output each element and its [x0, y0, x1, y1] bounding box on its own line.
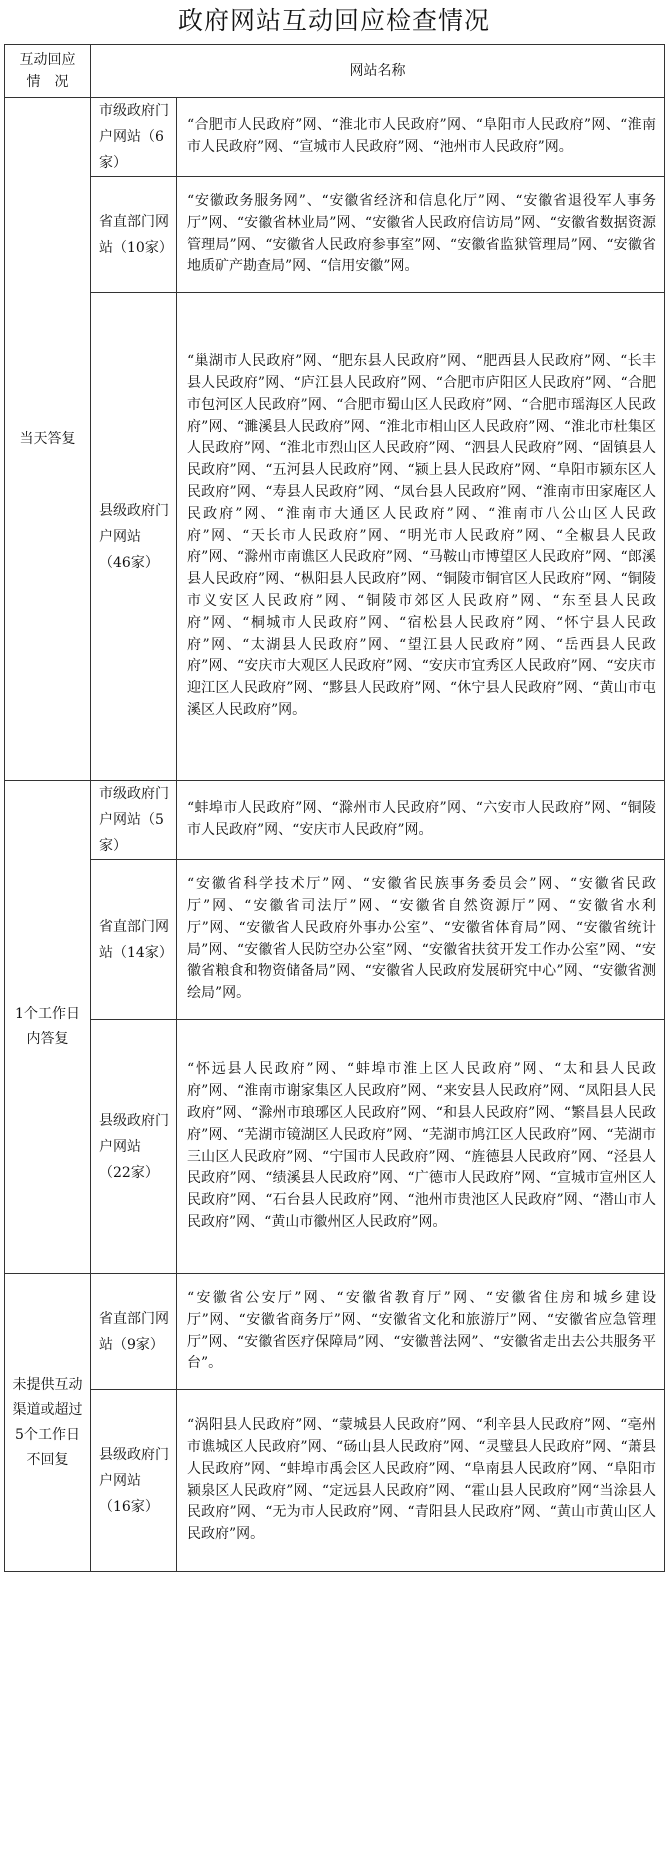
table-row	[5, 1390, 665, 1572]
site-category: 县级政府门户网站（16家）	[91, 1390, 177, 1572]
site-list: “巢湖市人民政府”网、“肥东县人民政府”网、“肥西县人民政府”网、“长丰县人民政府”网、“庐江县人民政府”网、“合肥市庐阳区人民政府”网、“合肥市包河区人民政府”网、“合肥市蜀山区人民政府”网、“合肥市瑶海区人民政府”网、“濉溪县人民政府”网、“淮北市相山区人民政府”网、“淮北市杜集区人民政府”网、“淮北市烈山区人民政府”网、“泗县人民政府”网、“固镇县人民政府”网、“五河县人民政府”网、“颍上县人民政府”网、“阜阳市颍东区人民政府”网、“寿县人民政府”网、“凤台县人民政府”网、“淮南市田家庵区人民政府”网、“淮南市大通区人民政府”网、“淮南市八公山区人民政府”网、“天长市人民政府”网、“明光市人民政府”网、“全椒县人民政府”网、“滁州市南谯区人民政府”网、“马鞍山市博望区人民政府”网、“郎溪县人民政府”网、“枞阳县人民政府”网、“铜陵市铜官区人民政府”网、“铜陵市义安区人民政府”网、“铜陵市郊区人民政府”网、“东至县人民政府”网、“桐城市人民政府”网、“宿松县人民政府”网、“怀宁县人民政府”网、“太湖县人民政府”网、“望江县人民政府”网、“岳西县人民政府”网、“安庆市大观区人民政府”网、“安庆市宜秀区人民政府”网、“安庆市迎江区人民政府”网、“黟县人民政府”网、“休宁县人民政府”网、“黄山市屯溪区人民政府”网。	[177, 293, 665, 781]
site-list: “安徽政务服务网”、“安徽省经济和信息化厅”网、“安徽省退役军人事务厅”网、“安徽省林业局”网、“安徽省人民政府信访局”网、“安徽省数据资源管理局”网、“安徽省人民政府参事室”网、“安徽省监狱管理局”网、“安徽省地质矿产勘查局”网、“信用安徽”网。	[177, 177, 665, 293]
table-row	[5, 1274, 665, 1390]
site-list: “蚌埠市人民政府”网、“滁州市人民政府”网、“六安市人民政府”网、“铜陵市人民政府”网、“安庆市人民政府”网。	[177, 781, 665, 860]
site-category: 县级政府门户网站（46家）	[91, 293, 177, 781]
table-row	[5, 293, 665, 781]
table-row	[5, 1020, 665, 1274]
site-list: “安徽省科学技术厅”网、“安徽省民族事务委员会”网、“安徽省民政厅”网、“安徽省司法厅”网、“安徽省自然资源厅”网、“安徽省水利厅”网、“安徽省人民政府外事办公室”、“安徽省体育局”网、“安徽省统计局”网、“安徽省人民防空办公室”网、“安徽省扶贫开发工作办公室”网、“安徽省粮食和物资储备局”网、“安徽省人民政府发展研究中心”网、“安徽省测绘局”网。	[177, 860, 665, 1020]
site-list: “涡阳县人民政府”网、“蒙城县人民政府”网、“利辛县人民政府”网、“亳州市谯城区人民政府”网、“砀山县人民政府”网、“灵璧县人民政府”网、“萧县人民政府”网、“蚌埠市禹会区人民政府”网、“阜南县人民政府”网、“阜阳市颍泉区人民政府”网、“定远县人民政府”网、“霍山县人民政府”网“当涂县人民政府”网、“无为市人民政府”网、“青阳县人民政府”网、“黄山市黄山区人民政府”网。	[177, 1390, 665, 1572]
table-header-row	[5, 45, 665, 98]
site-category: 市级政府门户网站（6家）	[91, 98, 177, 177]
page-title: 政府网站互动回应检查情况	[177, 6, 490, 35]
response-type: 1个工作日内答复	[5, 781, 91, 1274]
table-row	[5, 860, 665, 1020]
table-row	[5, 177, 665, 293]
response-type: 当天答复	[5, 98, 91, 781]
site-list: “安徽省公安厅”网、“安徽省教育厅”网、“安徽省住房和城乡建设厅”网、“安徽省商务厅”网、“安徽省文化和旅游厅”网、“安徽省应急管理厅”网、“安徽省医疗保障局”网、“安徽普法网”、“安徽省走出去公共服务平台”。	[177, 1274, 665, 1390]
header-site-name: 网站名称	[91, 45, 665, 98]
header-response: 互动回应 情 况	[5, 45, 91, 98]
site-list: “怀远县人民政府”网、“蚌埠市淮上区人民政府”网、“太和县人民政府”网、“淮南市谢家集区人民政府”网、“来安县人民政府”网、“凤阳县人民政府”网、“滁州市琅琊区人民政府”网、“和县人民政府”网、“繁昌县人民政府”网、“芜湖市镜湖区人民政府”网、“芜湖市鸠江区人民政府”网、“芜湖市三山区人民政府”网、“宁国市人民政府”网、“旌德县人民政府”网、“泾县人民政府”网、“绩溪县人民政府”网、“广德市人民政府”网、“宣城市宣州区人民政府”网、“石台县人民政府”网、“池州市贵池区人民政府”网、“潜山市人民政府”网、“黄山市徽州区人民政府”网。	[177, 1020, 665, 1274]
site-category: 省直部门网站（10家）	[91, 177, 177, 293]
response-table	[4, 44, 665, 1572]
response-type: 未提供互动渠道或超过5个工作日不回复	[5, 1274, 91, 1572]
site-category: 县级政府门户网站（22家）	[91, 1020, 177, 1274]
table-row	[5, 98, 665, 177]
table-row	[5, 781, 665, 860]
site-category: 省直部门网站（14家）	[91, 860, 177, 1020]
site-category: 省直部门网站（9家）	[91, 1274, 177, 1390]
site-category: 市级政府门户网站（5家）	[91, 781, 177, 860]
site-list: “合肥市人民政府”网、“淮北市人民政府”网、“阜阳市人民政府”网、“淮南市人民政府”网、“宣城市人民政府”网、“池州市人民政府”网。	[177, 98, 665, 177]
